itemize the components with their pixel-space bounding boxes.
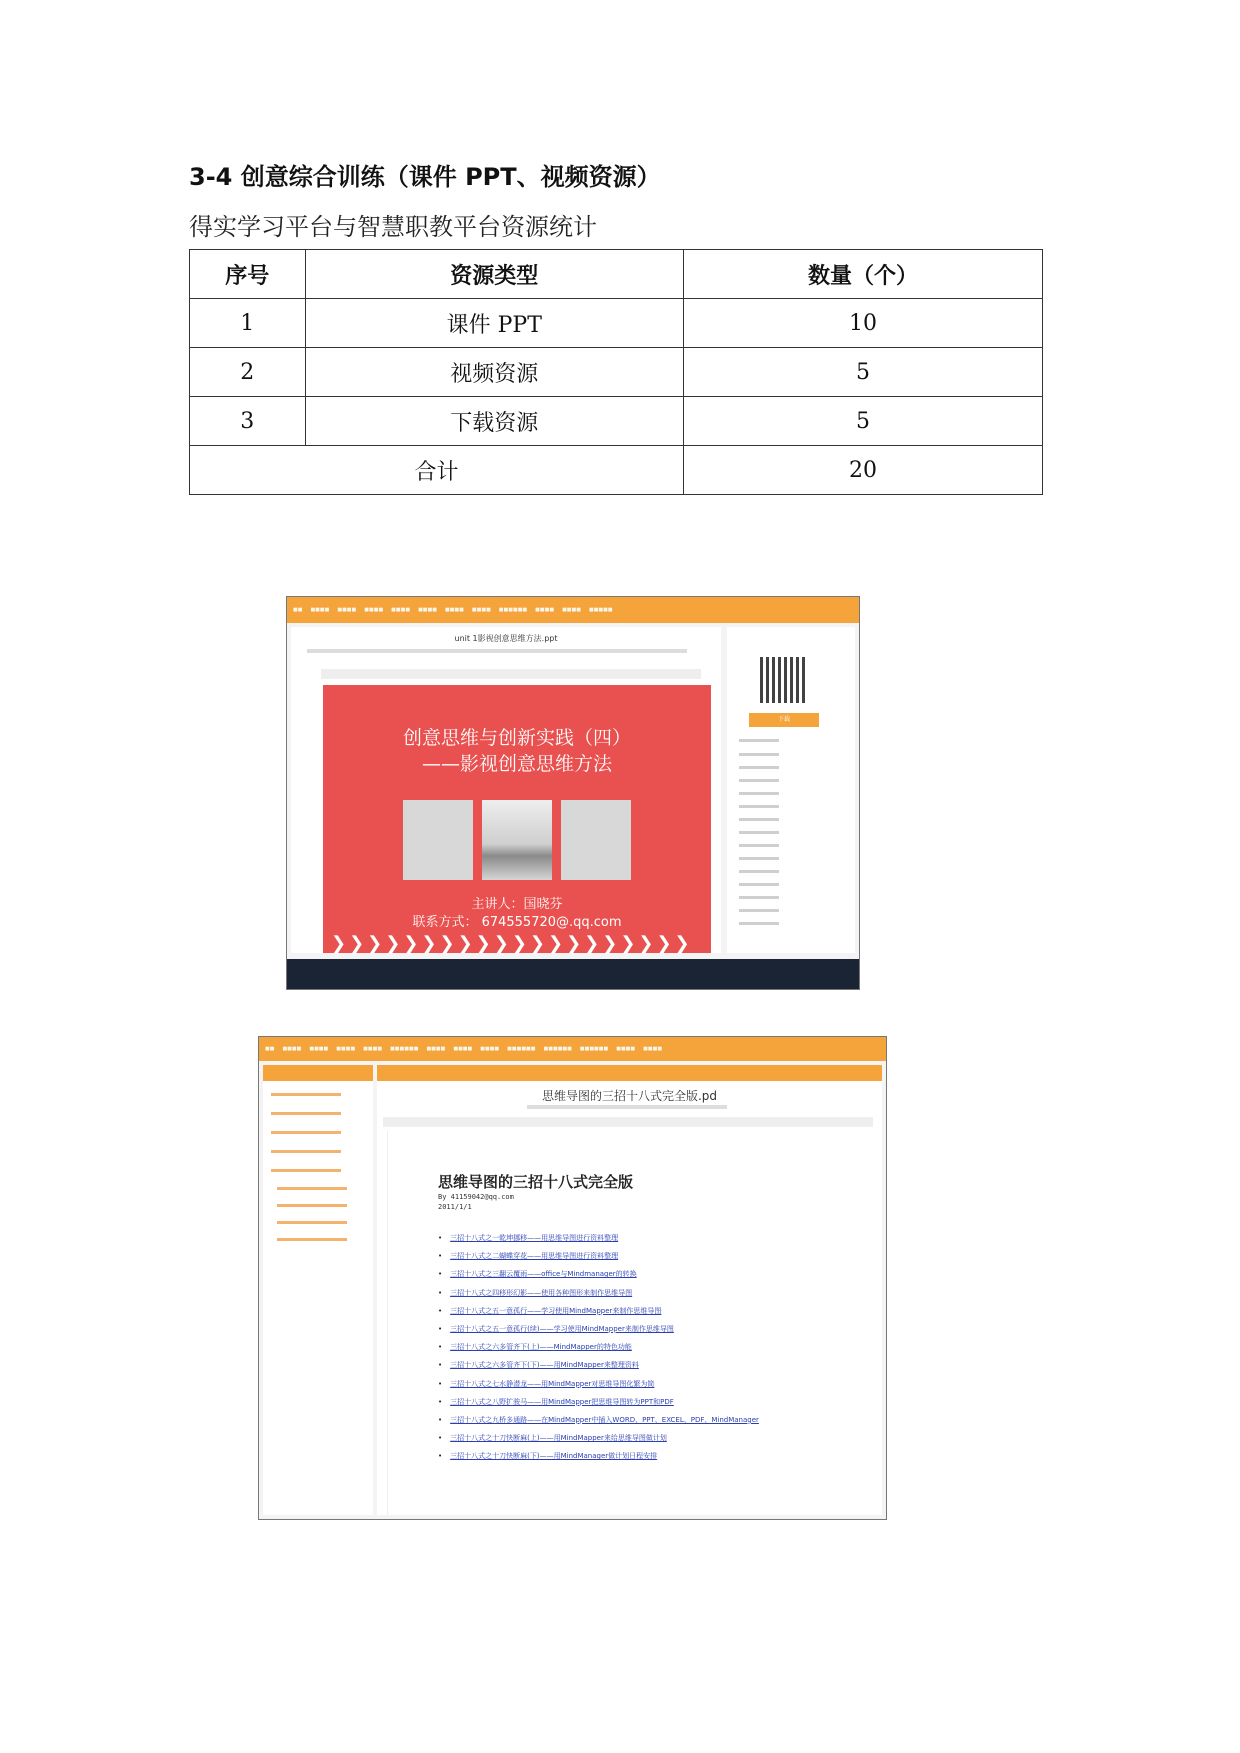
sidebar-line <box>739 922 779 925</box>
cell-type: 视频资源 <box>305 348 683 397</box>
slide-chevron-strip: ❯❯❯❯❯❯❯❯❯❯❯❯❯❯❯❯❯❯❯❯ <box>331 933 693 954</box>
table-total-row <box>190 446 1043 495</box>
toc-link[interactable]: • 三招十八式之五一意孤行——学习使用MindMapper来制作思维导图 <box>438 1302 858 1320</box>
total-value: 20 <box>683 446 1042 495</box>
top-nav-bar: ■■ ■■■■ ■■■■ ■■■■ ■■■■ ■■■■■■ ■■■■ ■■■■ ■■■■ ■■■■■■ ■■■■■■ ■■■■■■ ■■■■ ■■■■ <box>259 1037 886 1061</box>
sidebar-line <box>739 753 779 756</box>
slide-title-line2: ——影视创意思维方法 <box>421 753 612 775</box>
toc-link[interactable]: • 三招十八式之六多管齐下(上)——MindMapper的特色功能 <box>438 1338 858 1356</box>
document-author: By 41159042@qq.com <box>438 1193 514 1201</box>
toc-link[interactable]: • 三招十八式之一乾坤挪移——用思维导图进行资料整理 <box>438 1229 858 1247</box>
resource-stats-table <box>189 249 1043 495</box>
sidebar-subitem[interactable] <box>277 1221 347 1224</box>
table-row <box>190 348 1043 397</box>
viewer-sidebar <box>727 627 855 953</box>
sidebar-line <box>739 805 779 808</box>
toc-link[interactable]: • 三招十八式之十刀快断麻(下)——用MindManager做计划日程安排 <box>438 1447 858 1465</box>
cell-index: 2 <box>190 348 306 397</box>
table-caption: 得实学习平台与智慧职教平台资源统计 <box>189 213 597 241</box>
sidebar-item[interactable] <box>271 1112 341 1115</box>
sidebar-subitem[interactable] <box>277 1238 347 1241</box>
table-row <box>190 299 1043 348</box>
cell-type: 课件 PPT <box>305 299 683 348</box>
cell-count: 5 <box>683 397 1042 446</box>
toc-link[interactable]: • 三招十八式之七水静潜龙——用MindMapper对思维导图化繁为简 <box>438 1375 858 1393</box>
toc-link[interactable]: • 三招十八式之十刀快断麻(上)——用MindMapper来给思维导图做计划 <box>438 1429 858 1447</box>
file-meta-line <box>527 1105 727 1109</box>
toc-link[interactable]: • 三招十八式之三翻云覆雨——office与Mindmanager的转换 <box>438 1265 858 1283</box>
sidebar-line <box>739 818 779 821</box>
viewer-toolbar <box>321 669 701 679</box>
document-date: 2011/1/1 <box>438 1203 472 1211</box>
sidebar-item[interactable] <box>271 1150 341 1153</box>
sidebar-line <box>739 844 779 847</box>
slide-contact: 联系方式： 674555720@.qq.com <box>412 915 622 930</box>
sidebar-subitem[interactable] <box>277 1204 347 1207</box>
toc-link[interactable]: • 三招十八式之四移形幻影——使用各种图形来制作思维导图 <box>438 1284 858 1302</box>
qr-code-icon <box>760 657 806 703</box>
table-header-row <box>190 250 1043 299</box>
sidebar-line <box>739 739 779 742</box>
sidebar-line <box>739 883 779 886</box>
download-button[interactable]: 下载 <box>749 713 819 727</box>
toc-link[interactable]: • 三招十八式之五一意孤行(续)——学习使用MindMapper来制作思维导图 <box>438 1320 858 1338</box>
breadcrumb <box>377 1065 882 1081</box>
file-meta-line <box>307 649 687 653</box>
left-sidebar <box>263 1065 373 1515</box>
sidebar-line <box>739 909 779 912</box>
top-nav-bar: ■■ ■■■■ ■■■■ ■■■■ ■■■■ ■■■■ ■■■■ ■■■■ ■■■■■■ ■■■■ ■■■■ ■■■■■ <box>287 597 859 623</box>
sidebar-item[interactable] <box>271 1093 341 1096</box>
file-title: 思维导图的三招十八式完全版.pd <box>541 1089 718 1103</box>
header-type: 资源类型 <box>305 250 683 299</box>
header-count: 数量（个） <box>683 250 1042 299</box>
toc-link[interactable]: • 三招十八式之二蝴蝶穿花——用思维导图进行资料整理 <box>438 1247 858 1265</box>
total-label: 合计 <box>190 446 684 495</box>
sidebar-item[interactable] <box>271 1169 341 1172</box>
sidebar-line <box>739 870 779 873</box>
ppt-slide <box>323 685 711 953</box>
toc-link[interactable]: • 三招十八式之六多管齐下(下)——用MindMapper来整理资料 <box>438 1356 858 1374</box>
sidebar-line <box>739 831 779 834</box>
document-page <box>387 1131 858 1515</box>
slide-title-line1: 创意思维与创新实践（四） <box>402 727 631 749</box>
cell-type: 下载资源 <box>305 397 683 446</box>
header-index: 序号 <box>190 250 306 299</box>
slide-image-oil-rig <box>482 800 552 880</box>
sidebar-line <box>739 779 779 782</box>
sidebar-line <box>739 857 779 860</box>
cell-index: 3 <box>190 397 306 446</box>
viewer-toolbar <box>383 1117 873 1127</box>
sidebar-line <box>739 896 779 899</box>
slide-image-right <box>561 800 631 880</box>
toc-link[interactable]: • 三招十八式之八野扩骏马——用MindMapper把思维导图转为PPT和PDF <box>438 1393 858 1411</box>
sidebar-line <box>739 792 779 795</box>
table-row <box>190 397 1043 446</box>
viewer-main-panel <box>291 627 721 953</box>
toc-list <box>438 1229 858 1465</box>
slide-presenter: 主讲人：国晓芬 <box>471 897 563 912</box>
sidebar-line <box>739 766 779 769</box>
os-taskbar <box>287 959 859 989</box>
cell-count: 5 <box>683 348 1042 397</box>
toc-link[interactable]: • 三招十八式之九桥多通路——在MindMapper中插入WORD、PPT、EXCEL、PDF、MindManager <box>438 1411 858 1429</box>
doc-viewer-screenshot <box>258 1036 887 1520</box>
slide-image-left <box>403 800 473 880</box>
cell-count: 10 <box>683 299 1042 348</box>
sidebar-item[interactable] <box>271 1131 341 1134</box>
section-heading: 3-4 创意综合训练（课件 PPT、视频资源） <box>189 163 661 191</box>
cell-index: 1 <box>190 299 306 348</box>
doc-main-panel <box>377 1065 882 1515</box>
ppt-viewer-screenshot <box>286 596 860 990</box>
document-title: 思维导图的三招十八式完全版 <box>438 1173 634 1191</box>
sidebar-header <box>263 1065 373 1081</box>
file-title: unit 1影视创意思维方法.ppt <box>454 634 558 643</box>
sidebar-subitem[interactable] <box>277 1187 347 1190</box>
